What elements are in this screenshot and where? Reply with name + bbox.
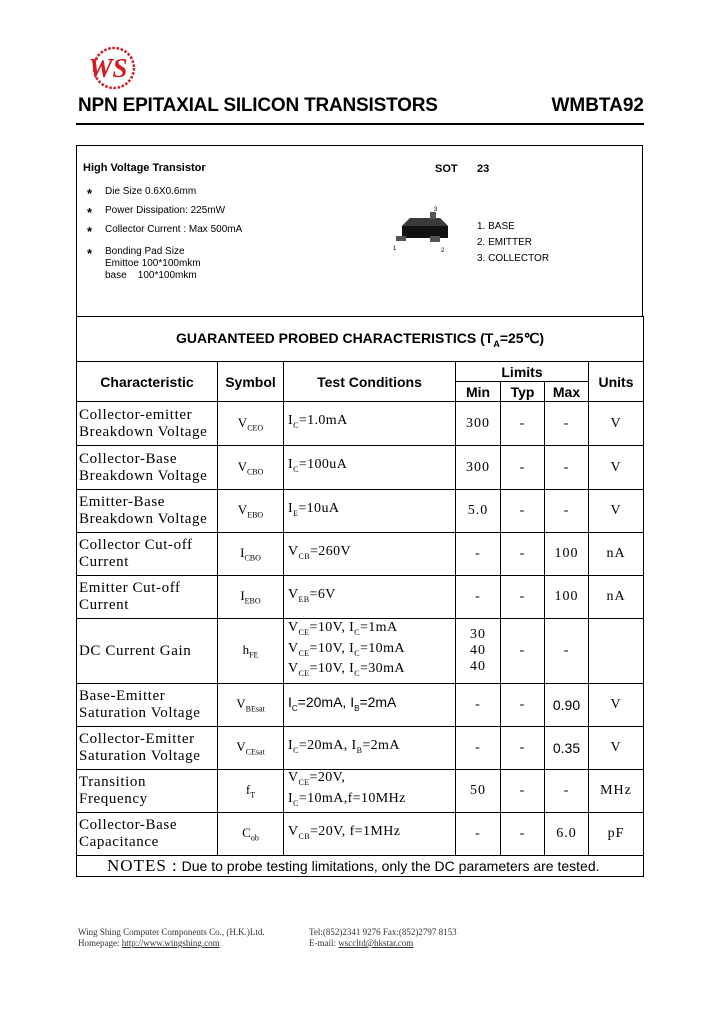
cell-symbol: $V_{CBO}$ <box>218 446 284 490</box>
table-body <box>77 402 644 856</box>
notes-label: NOTES : <box>107 856 178 875</box>
cell-max: 0.90 <box>545 684 589 727</box>
cell-units: pF <box>589 813 644 856</box>
col-header-min: Min <box>456 382 501 402</box>
footer-contact <box>309 927 457 949</box>
table-heading: GUARANTEED PROBED CHARACTERISTICS $(T_A=25℃)$ <box>77 317 644 362</box>
feature-text-multiline <box>105 246 201 282</box>
feature-line: base 100*100mkm <box>105 270 197 281</box>
cell-min: 5.0 <box>456 490 501 533</box>
feature-item <box>87 246 201 282</box>
feature-item <box>87 186 196 201</box>
feature-text: Collector Current : Max 500mA <box>105 224 243 235</box>
bullet-star-icon: * <box>87 186 93 201</box>
cell-symbol: $V_{BEsat}$ <box>218 684 284 727</box>
cell-characteristic: Transition Frequency <box>77 770 218 813</box>
cell-typ: - <box>501 446 545 490</box>
feature-line: Bonding Pad Size <box>105 246 185 257</box>
feature-item <box>87 205 225 220</box>
email-link[interactable]: wsccltd@hkstar.com <box>338 938 414 948</box>
cell-min: - <box>456 684 501 727</box>
table-row <box>77 813 644 856</box>
description-heading: High Voltage Transistor <box>83 162 206 174</box>
cell-units: V <box>589 490 644 533</box>
table-heading-row <box>77 317 644 362</box>
footer <box>78 927 548 949</box>
cell-test-conditions: $I_C=20mA$, $I_B=2mA$ <box>284 727 456 770</box>
cell-characteristic: DC Current Gain <box>77 619 218 684</box>
cell-characteristic: Emitter-Base Breakdown Voltage <box>77 490 218 533</box>
cell-max: 6.0 <box>545 813 589 856</box>
cell-symbol: $I_{CBO}$ <box>218 533 284 576</box>
table-row <box>77 684 644 727</box>
pin-number: 2 <box>441 248 445 254</box>
cell-max: - <box>545 490 589 533</box>
characteristics-table <box>76 316 644 877</box>
cell-symbol: $h_{FE}$ <box>218 619 284 684</box>
cell-symbol: $V_{CEsat}$ <box>218 727 284 770</box>
table-row <box>77 533 644 576</box>
cell-units: V <box>589 684 644 727</box>
col-header-limits: Limits <box>456 362 589 382</box>
cell-typ: - <box>501 402 545 446</box>
feature-text: Power Dissipation: 225mW <box>105 205 226 216</box>
cell-max: 0.35 <box>545 727 589 770</box>
description-box <box>76 145 643 316</box>
cell-units: V <box>589 446 644 490</box>
cell-symbol: $V_{EBO}$ <box>218 490 284 533</box>
footer-homepage: Homepage: http://www.wingshing.com <box>78 938 220 948</box>
pin-label: 1. BASE <box>477 221 515 232</box>
cell-characteristic: Base-Emitter Saturation Voltage <box>77 684 218 727</box>
table-row <box>77 619 644 684</box>
cell-min: - <box>456 727 501 770</box>
feature-line: Emittoe 100*100mkm <box>105 258 201 269</box>
notes <box>77 856 644 877</box>
cell-test-conditions: $V_{CE}=10V$, $I_C=1mA$ $V_{CE}=10V$, $I_C=10mA$ $V_{CE}=10V$, $I_C=30mA$ <box>284 619 456 684</box>
cell-test-conditions: $I_C=20mA$, $I_B=2mA$ <box>284 684 456 727</box>
table-row <box>77 576 644 619</box>
part-number: WMBTA92 <box>551 95 644 116</box>
cell-typ: - <box>501 770 545 813</box>
bullet-star-icon: * <box>87 246 93 261</box>
cell-symbol: $f_T$ <box>218 770 284 813</box>
package-label: SOT <box>435 163 458 175</box>
table-header-row <box>77 362 644 382</box>
table-row <box>77 490 644 533</box>
cell-units: V <box>589 402 644 446</box>
cell-units: MHz <box>589 770 644 813</box>
pin-number: 1 <box>393 246 397 252</box>
cell-max: 100 <box>545 576 589 619</box>
cell-characteristic: Collector-emitter Breakdown Voltage <box>77 402 218 446</box>
cell-max: - <box>545 770 589 813</box>
footer-tel: Tel:(852)2341 9276 Fax:(852)2797 8153 <box>309 927 457 937</box>
notes-text: Due to probe testing limitations, only the DC parameters are tested. <box>177 858 600 874</box>
cell-max: 100 <box>545 533 589 576</box>
feature-text: Die Size 0.6X0.6mm <box>105 186 197 197</box>
cell-typ: - <box>501 576 545 619</box>
pin-number: 3 <box>434 207 438 213</box>
col-header-test-conditions: Test Conditions <box>284 362 456 402</box>
sot23-package-icon <box>390 204 470 264</box>
table-row <box>77 446 644 490</box>
table-row <box>77 402 644 446</box>
cell-characteristic: Collector Cut-off Current <box>77 533 218 576</box>
col-header-max: Max <box>545 382 589 402</box>
col-header-units: Units <box>589 362 644 402</box>
table-row <box>77 727 644 770</box>
cell-symbol: $C_{ob}$ <box>218 813 284 856</box>
homepage-link[interactable]: http://www.wingshing.com <box>121 938 220 948</box>
pin-label: 3. COLLECTOR <box>477 253 550 264</box>
document-title: NPN EPITAXIAL SILICON TRANSISTORS <box>78 95 438 116</box>
cell-typ: - <box>501 684 545 727</box>
cell-min: 300 <box>456 446 501 490</box>
cell-typ: - <box>501 727 545 770</box>
cell-min: 30 40 40 <box>456 619 501 684</box>
cell-characteristic: Collector-Emitter Saturation Voltage <box>77 727 218 770</box>
cell-symbol: $I_{EBO}$ <box>218 576 284 619</box>
cell-typ: - <box>501 619 545 684</box>
cell-units <box>589 619 644 684</box>
bullet-star-icon: * <box>87 224 93 239</box>
footer-email: E-mail: wsccltd@hkstar.com <box>309 938 414 948</box>
cell-units: nA <box>589 533 644 576</box>
cell-test-conditions: $V_{EB}=6V$ <box>284 576 456 619</box>
cell-min: 50 <box>456 770 501 813</box>
cell-characteristic: Collector-Base Capacitance <box>77 813 218 856</box>
bullet-star-icon: * <box>87 205 93 220</box>
footer-company: Wing Shing Computer Components Co., (H.K.)Ltd. <box>78 927 265 937</box>
cell-test-conditions: $V_{CB}=260V$ <box>284 533 456 576</box>
cell-max: - <box>545 402 589 446</box>
cell-min: - <box>456 813 501 856</box>
col-header-characteristic: Characteristic <box>77 362 218 402</box>
cell-test-conditions: $V_{CB}=20V$, f=1MHz <box>284 813 456 856</box>
cell-min: - <box>456 576 501 619</box>
cell-typ: - <box>501 533 545 576</box>
cell-max: - <box>545 446 589 490</box>
pin-label: 2. EMITTER <box>477 237 533 248</box>
logo-text: WS <box>88 53 128 83</box>
cell-test-conditions: $I_E=10uA$ <box>284 490 456 533</box>
cell-units: V <box>589 727 644 770</box>
cell-symbol: $V_{CEO}$ <box>218 402 284 446</box>
cell-max: - <box>545 619 589 684</box>
cell-characteristic: Collector-Base Breakdown Voltage <box>77 446 218 490</box>
cell-test-conditions: $I_C=1.0mA$ <box>284 402 456 446</box>
col-header-typ: Typ <box>501 382 545 402</box>
package-number: 23 <box>477 163 490 175</box>
cell-characteristic: Emitter Cut-off Current <box>77 576 218 619</box>
feature-item <box>87 224 242 239</box>
title-rule <box>76 123 644 125</box>
table-row <box>77 770 644 813</box>
cell-min: 300 <box>456 402 501 446</box>
cell-min: - <box>456 533 501 576</box>
cell-units: nA <box>589 576 644 619</box>
company-logo <box>78 46 142 90</box>
cell-typ: - <box>501 813 545 856</box>
cell-test-conditions: $I_C=100uA$ <box>284 446 456 490</box>
col-header-symbol: Symbol <box>218 362 284 402</box>
cell-typ: - <box>501 490 545 533</box>
notes-row <box>77 856 644 877</box>
cell-test-conditions: $V_{CE}=20V$, $I_C=10mA,f=10MHz$ <box>284 770 456 813</box>
